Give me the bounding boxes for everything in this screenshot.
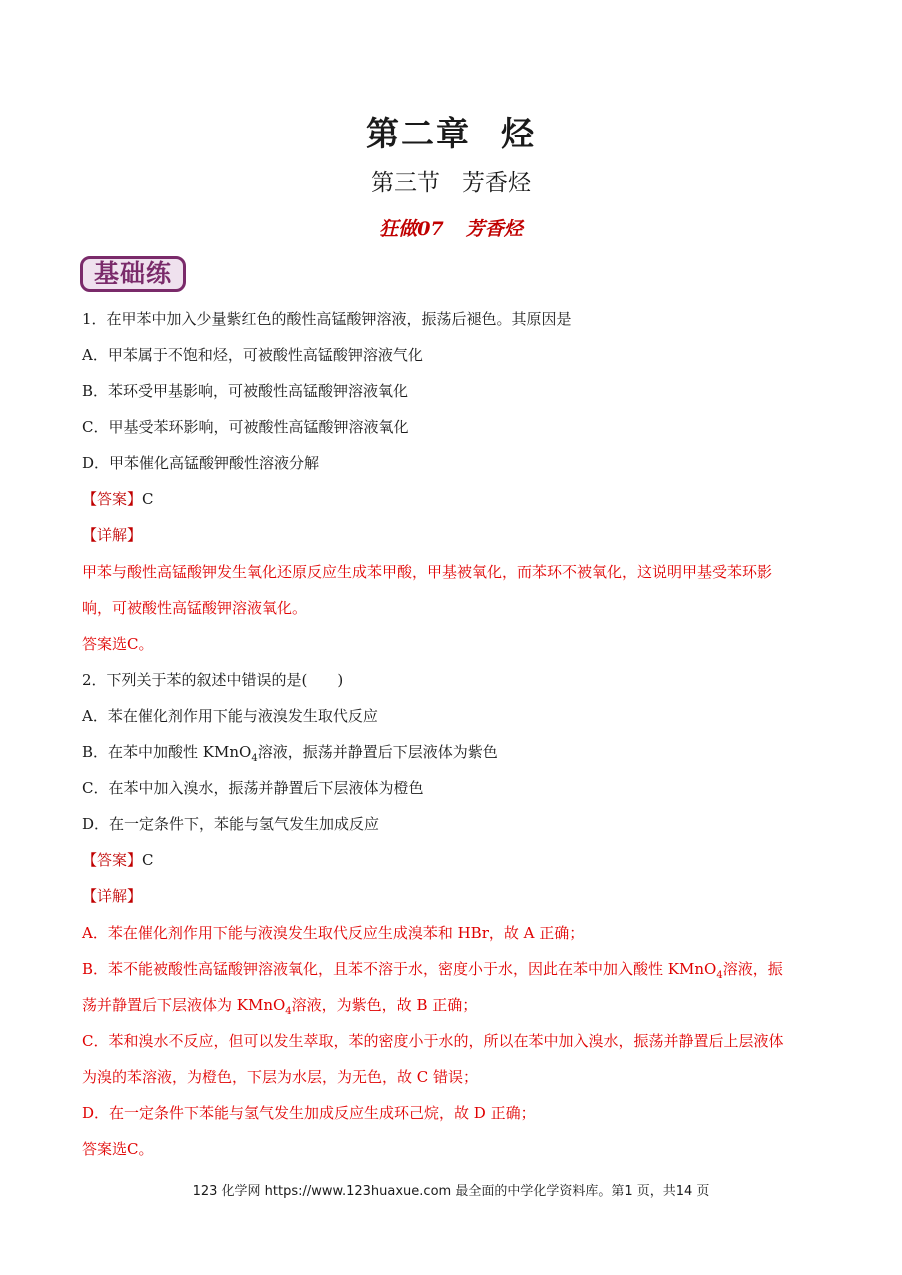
exercise-tag [0, 214, 902, 241]
q1-option-d: D．甲苯催化高锰酸钾酸性溶液分解 [82, 454, 320, 472]
page-footer: 123 化学网 https://www.123huaxue.com 最全面的中学化学资料库。第1 页，共14 页 [192, 1184, 710, 1199]
q2-detail-b-2 [82, 995, 822, 1022]
q1-detail-line-1: 甲苯与酸性高锰酸钾发生氧化还原反应生成苯甲酸，甲基被氧化，而苯环不被氧化，这说明甲基受苯环影 [82, 563, 773, 581]
q2-stem: 2．下列关于苯的叙述中错误的是( ) [82, 671, 344, 689]
q2-detail-b-1 [82, 959, 822, 986]
q2-option-a: A．苯在催化剂作用下能与液溴发生取代反应 [82, 707, 378, 725]
subscript: 4 [251, 753, 258, 764]
chapter-title [0, 108, 902, 155]
basic-practice-badge: 基础练 [80, 256, 186, 292]
q1-option-b: B．苯环受甲基影响，可被酸性高锰酸钾溶液氧化 [82, 382, 409, 400]
q2-option-d: D．在一定条件下，苯能与氢气发生加成反应 [82, 815, 380, 833]
q2-option-b [82, 742, 822, 769]
q2-option-c: C．在苯中加入溴水，振荡并静置后下层液体为橙色 [82, 779, 424, 797]
q2-detail-b-1-text-end: 溶液，振 [722, 960, 783, 978]
q1-option-c: C．甲基受苯环影响，可被酸性高锰酸钾溶液氧化 [82, 418, 409, 436]
answer-value: C [142, 851, 154, 869]
chapter-name: 烃 [501, 114, 536, 153]
answer-label: 【答案】 [82, 851, 143, 869]
q1-answer [82, 489, 822, 509]
q2-detail-c-2: 为溴的苯溶液，为橙色，下层为水层，为无色，故 C 错误； [82, 1068, 479, 1086]
q2-answer [82, 850, 822, 870]
q2-detail-c-1: C．苯和溴水不反应，但可以发生萃取，苯的密度小于水的，所以在苯中加入溴水，振荡并静置后上层液体 [82, 1032, 784, 1050]
q2-conclusion: 答案选C。 [82, 1140, 154, 1158]
q2-detail-b-2-text: 荡并静置后下层液体为 KMnO [82, 996, 286, 1014]
section-name: 芳香烃 [462, 170, 531, 196]
q1-detail-line-2: 响，可被酸性高锰酸钾溶液氧化。 [82, 599, 308, 617]
q2-detail-label: 【详解】 [82, 887, 143, 905]
q1-option-a: A．甲苯属于不饱和烃，可被酸性高锰酸钾溶液气化 [82, 346, 423, 364]
subscript: 4 [716, 970, 723, 981]
q2-detail-b-1-text: B．苯不能被酸性高锰酸钾溶液氧化，且苯不溶于水，密度小于水，因此在苯中加入酸性 KMnO [82, 960, 717, 978]
q2-option-b-text-end: 溶液，振荡并静置后下层液体为紫色 [257, 743, 498, 761]
q1-detail-label: 【详解】 [82, 526, 143, 544]
chapter-number: 第二章 [366, 114, 471, 153]
subscript: 4 [285, 1006, 292, 1017]
exercise-topic: 芳香烃 [465, 218, 523, 240]
section-title [0, 164, 902, 197]
exercise-number: 狂做07 [379, 218, 444, 240]
q2-detail-a: A．苯在催化剂作用下能与液溴发生取代反应生成溴苯和 HBr，故 A 正确； [82, 924, 585, 942]
q2-detail-d: D．在一定条件下苯能与氢气发生加成反应生成环己烷，故 D 正确； [82, 1104, 536, 1122]
q1-conclusion: 答案选C。 [82, 635, 154, 653]
q2-detail-b-2-text-end: 溶液，为紫色，故 B 正确； [291, 996, 478, 1014]
q2-option-b-text: B．在苯中加酸性 KMnO [82, 743, 252, 761]
answer-label: 【答案】 [82, 490, 143, 508]
answer-value: C [142, 490, 154, 508]
section-number: 第三节 [371, 170, 440, 196]
q1-stem: 1．在甲苯中加入少量紫红色的酸性高锰酸钾溶液，振荡后褪色。其原因是 [82, 310, 572, 328]
